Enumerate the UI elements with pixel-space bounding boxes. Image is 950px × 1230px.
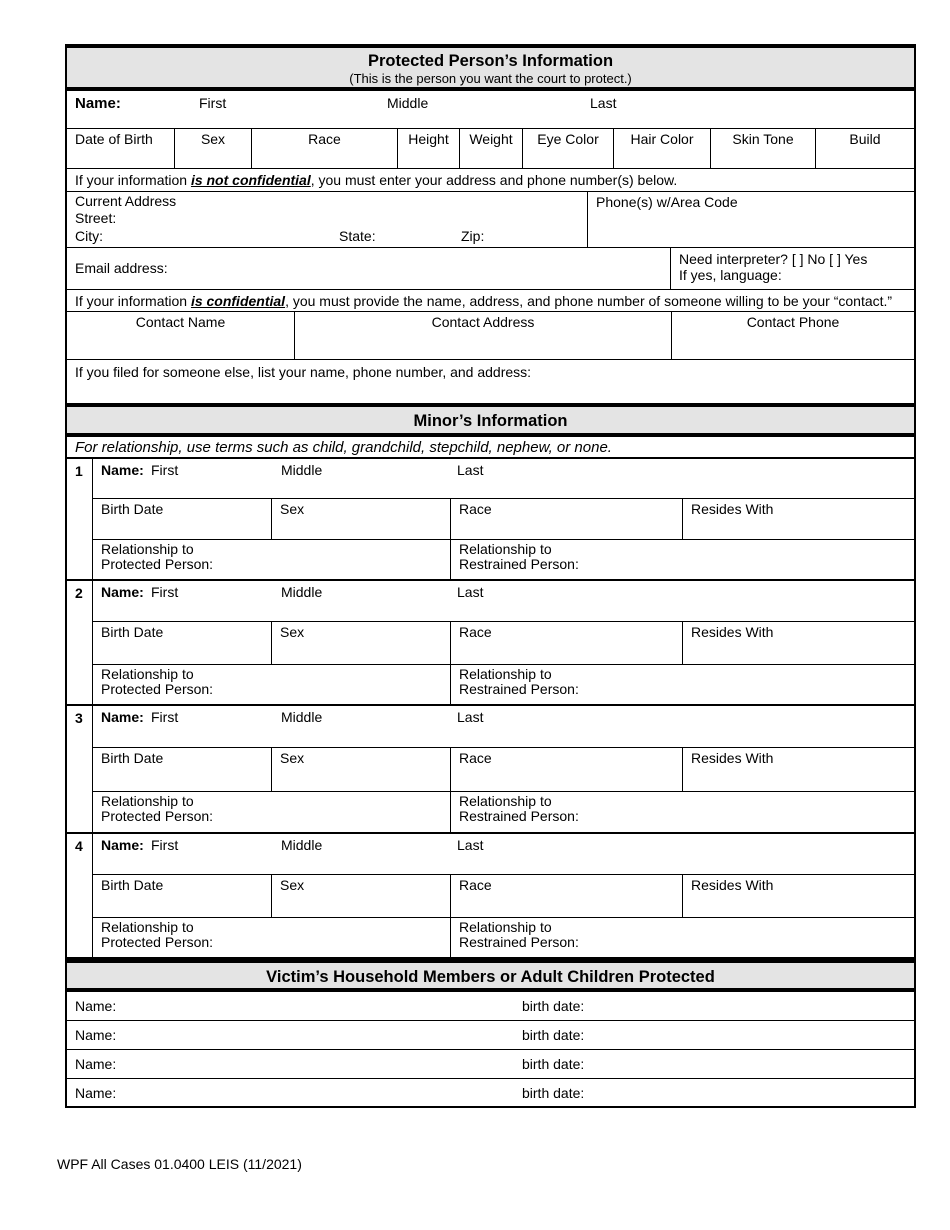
- minor-middle-label: Middle: [281, 584, 323, 600]
- minor-sex-field[interactable]: [272, 499, 451, 539]
- rel-to-label: Relationship to: [101, 919, 194, 935]
- minor-sex-field[interactable]: [272, 622, 451, 664]
- contact-address-label: Contact Address: [431, 314, 535, 330]
- name-label: Name:: [75, 95, 121, 112]
- hair-color-label: Hair Color: [630, 131, 694, 147]
- household-member-row[interactable]: [65, 1050, 916, 1079]
- notconf-emphasis: is not confidential: [190, 172, 311, 188]
- household-name-label: Name:: [75, 1027, 117, 1043]
- minor-relationship-row: [93, 918, 914, 959]
- household-birth-date-label: birth date:: [522, 1056, 585, 1072]
- minor-details-row: [93, 875, 914, 918]
- build-field[interactable]: [816, 129, 914, 168]
- weight-field[interactable]: [460, 129, 523, 168]
- dob-field[interactable]: [67, 129, 175, 168]
- minor-rel-restrained-field[interactable]: [451, 540, 914, 581]
- rel-to-label: Relationship to: [101, 793, 194, 809]
- minor-details-row: [93, 748, 914, 792]
- filed-for-label: If you filed for someone else, list your name, phone number, and address:: [75, 364, 532, 380]
- minor-race-field[interactable]: [451, 622, 683, 664]
- minors-note: [65, 437, 916, 459]
- interpreter-question: Need interpreter? [ ] No [ ] Yes: [679, 251, 868, 267]
- protected-section-title: Protected Person’s Information: [367, 52, 614, 70]
- address-row: [65, 192, 916, 248]
- minor-block: [65, 706, 916, 834]
- protected-person-label: Protected Person:: [101, 556, 214, 572]
- minor-race-field[interactable]: [451, 748, 683, 791]
- minor-name-row[interactable]: [93, 459, 914, 499]
- household-member-row[interactable]: [65, 1021, 916, 1050]
- minor-last-label: Last: [457, 584, 484, 600]
- form-footer: WPF All Cases 01.0400 LEIS (11/2021): [57, 1156, 302, 1172]
- minor-race-label: Race: [459, 750, 492, 766]
- minor-list: [65, 459, 916, 959]
- first-name-label: First: [199, 95, 227, 111]
- minor-sex-field[interactable]: [272, 748, 451, 791]
- rel-to-label: Relationship to: [459, 919, 552, 935]
- skin-tone-field[interactable]: [711, 129, 816, 168]
- minor-last-label: Last: [457, 709, 484, 725]
- minor-middle-label: Middle: [281, 462, 323, 478]
- minor-relationship-row: [93, 540, 914, 581]
- minor-rel-protected-field[interactable]: [93, 540, 451, 581]
- interpreter-field[interactable]: [671, 248, 914, 289]
- minor-rel-restrained-field[interactable]: [451, 918, 914, 959]
- phones-label: Phone(s) w/Area Code: [596, 194, 738, 210]
- minor-name-label: Name:: [101, 584, 144, 600]
- minor-resides-with-field[interactable]: [683, 875, 914, 917]
- household-list: [65, 992, 916, 1108]
- minor-number: 3: [67, 706, 93, 832]
- minor-number: 2: [67, 581, 93, 704]
- rel-to-label: Relationship to: [101, 541, 194, 557]
- descriptors-row: [65, 129, 916, 169]
- household-birth-date-label: birth date:: [522, 998, 585, 1014]
- minor-name-row[interactable]: [93, 834, 914, 875]
- minor-name-label: Name:: [101, 462, 144, 478]
- minor-last-label: Last: [457, 462, 484, 478]
- minor-resides-with-field[interactable]: [683, 499, 914, 539]
- restrained-person-label: Restrained Person:: [459, 808, 579, 824]
- interpreter-language: If yes, language:: [679, 267, 782, 283]
- minor-race-label: Race: [459, 877, 492, 893]
- protected-person-label: Protected Person:: [101, 808, 214, 824]
- conf-emphasis: is confidential: [190, 293, 286, 309]
- minor-birth-date-label: Birth Date: [101, 877, 164, 893]
- rel-to-label: Relationship to: [459, 541, 552, 557]
- street-label: Street:: [75, 210, 117, 226]
- household-name-label: Name:: [75, 1085, 117, 1101]
- city-label: City:: [75, 228, 103, 244]
- minor-sex-label: Sex: [280, 877, 305, 893]
- minor-birth-date-field[interactable]: [93, 875, 272, 917]
- minor-relationship-row: [93, 665, 914, 706]
- household-section-header: [65, 959, 916, 992]
- minor-rel-restrained-field[interactable]: [451, 792, 914, 834]
- protected-section-header: [65, 44, 916, 91]
- minor-resides-with-field[interactable]: [683, 748, 914, 791]
- height-field[interactable]: [398, 129, 460, 168]
- minors-section-header: [65, 403, 916, 437]
- zip-label: Zip:: [461, 228, 485, 244]
- minor-race-field[interactable]: [451, 875, 683, 917]
- minor-birth-date-label: Birth Date: [101, 624, 164, 640]
- minor-resides-with-label: Resides With: [691, 877, 774, 893]
- minor-birth-date-field[interactable]: [93, 748, 272, 791]
- minor-name-row[interactable]: [93, 581, 914, 622]
- form-page: [65, 44, 916, 1108]
- minor-number: 4: [67, 834, 93, 957]
- contact-phone-field[interactable]: [672, 312, 914, 359]
- weight-label: Weight: [469, 131, 513, 147]
- confidential-instruction: [65, 290, 916, 312]
- minor-race-field[interactable]: [451, 499, 683, 539]
- rel-to-label: Relationship to: [459, 793, 552, 809]
- household-birth-date-label: birth date:: [522, 1027, 585, 1043]
- household-name-label: Name:: [75, 1056, 117, 1072]
- address-field[interactable]: [67, 192, 588, 247]
- build-label: Build: [849, 131, 881, 147]
- minor-middle-label: Middle: [281, 709, 323, 725]
- household-member-row[interactable]: [65, 1079, 916, 1108]
- minor-rel-protected-field[interactable]: [93, 665, 451, 706]
- minor-block: [65, 834, 916, 959]
- minor-race-label: Race: [459, 624, 492, 640]
- sex-label: Sex: [200, 131, 226, 147]
- minor-birth-date-field[interactable]: [93, 622, 272, 664]
- minor-first-label: First: [151, 584, 179, 600]
- minor-first-label: First: [151, 709, 179, 725]
- minor-first-label: First: [151, 837, 179, 853]
- middle-name-label: Middle: [387, 95, 429, 111]
- minor-rel-protected-field[interactable]: [93, 792, 451, 834]
- minor-block: [65, 581, 916, 706]
- minor-block: [65, 459, 916, 581]
- conf-post: , you must provide the name, address, and phone number of someone willing to be your “contact.”: [285, 293, 893, 309]
- minor-details-row: [93, 499, 914, 540]
- email-label: Email address:: [75, 260, 168, 276]
- not-confidential-instruction: [65, 169, 916, 192]
- restrained-person-label: Restrained Person:: [459, 556, 579, 572]
- minor-sex-label: Sex: [280, 624, 305, 640]
- dob-label: Date of Birth: [75, 131, 153, 147]
- minor-relationship-row: [93, 792, 914, 834]
- phone-field[interactable]: [588, 192, 914, 247]
- minor-race-label: Race: [459, 501, 492, 517]
- minor-name-row[interactable]: [93, 706, 914, 748]
- notconf-pre: If your information: [75, 172, 191, 188]
- email-field[interactable]: [67, 248, 671, 289]
- current-address-label: Current Address: [75, 193, 177, 209]
- household-section-title: Victim’s Household Members or Adult Children Protected: [266, 968, 715, 986]
- minor-details-row: [93, 622, 914, 665]
- skin-tone-label: Skin Tone: [732, 131, 794, 147]
- minor-birth-date-label: Birth Date: [101, 501, 164, 517]
- sex-field[interactable]: [175, 129, 252, 168]
- minor-sex-label: Sex: [280, 501, 305, 517]
- rel-to-label: Relationship to: [459, 666, 552, 682]
- minor-birth-date-label: Birth Date: [101, 750, 164, 766]
- conf-pre: If your information: [75, 293, 191, 309]
- minor-first-label: First: [151, 462, 179, 478]
- protected-name-row[interactable]: [65, 91, 916, 129]
- height-label: Height: [408, 131, 449, 147]
- minor-rel-restrained-field[interactable]: [451, 665, 914, 706]
- state-label: State:: [339, 228, 376, 244]
- email-row: [65, 248, 916, 290]
- minor-last-label: Last: [457, 837, 484, 853]
- household-member-row[interactable]: [65, 992, 916, 1021]
- eye-color-label: Eye Color: [537, 131, 599, 147]
- minor-birth-date-field[interactable]: [93, 499, 272, 539]
- notconf-post: , you must enter your address and phone number(s) below.: [310, 172, 678, 188]
- protected-person-label: Protected Person:: [101, 934, 214, 950]
- minor-sex-label: Sex: [280, 750, 305, 766]
- rel-to-label: Relationship to: [101, 666, 194, 682]
- contact-name-field[interactable]: [67, 312, 295, 359]
- minor-name-label: Name:: [101, 837, 144, 853]
- minor-name-label: Name:: [101, 709, 144, 725]
- minors-section-title: Minor’s Information: [413, 412, 568, 430]
- minors-note-text: For relationship, use terms such as child, grandchild, stepchild, nephew, or none.: [75, 439, 612, 456]
- race-label: Race: [308, 131, 341, 147]
- minor-resides-with-label: Resides With: [691, 624, 774, 640]
- minor-number: 1: [67, 459, 93, 579]
- minor-resides-with-field[interactable]: [683, 622, 914, 664]
- contact-address-field[interactable]: [295, 312, 672, 359]
- contact-row: [65, 312, 916, 360]
- eye-color-field[interactable]: [523, 129, 614, 168]
- last-name-label: Last: [590, 95, 617, 111]
- race-field[interactable]: [252, 129, 398, 168]
- restrained-person-label: Restrained Person:: [459, 934, 579, 950]
- filed-for-row[interactable]: [65, 360, 916, 403]
- contact-phone-label: Contact Phone: [746, 314, 840, 330]
- minor-rel-protected-field[interactable]: [93, 918, 451, 959]
- minor-middle-label: Middle: [281, 837, 323, 853]
- contact-name-label: Contact Name: [135, 314, 226, 330]
- minor-sex-field[interactable]: [272, 875, 451, 917]
- hair-color-field[interactable]: [614, 129, 711, 168]
- household-birth-date-label: birth date:: [522, 1085, 585, 1101]
- household-name-label: Name:: [75, 998, 117, 1014]
- restrained-person-label: Restrained Person:: [459, 681, 579, 697]
- minor-resides-with-label: Resides With: [691, 501, 774, 517]
- protected-section-subtitle: (This is the person you want the court to protect.): [349, 71, 632, 86]
- protected-person-label: Protected Person:: [101, 681, 214, 697]
- minor-resides-with-label: Resides With: [691, 750, 774, 766]
